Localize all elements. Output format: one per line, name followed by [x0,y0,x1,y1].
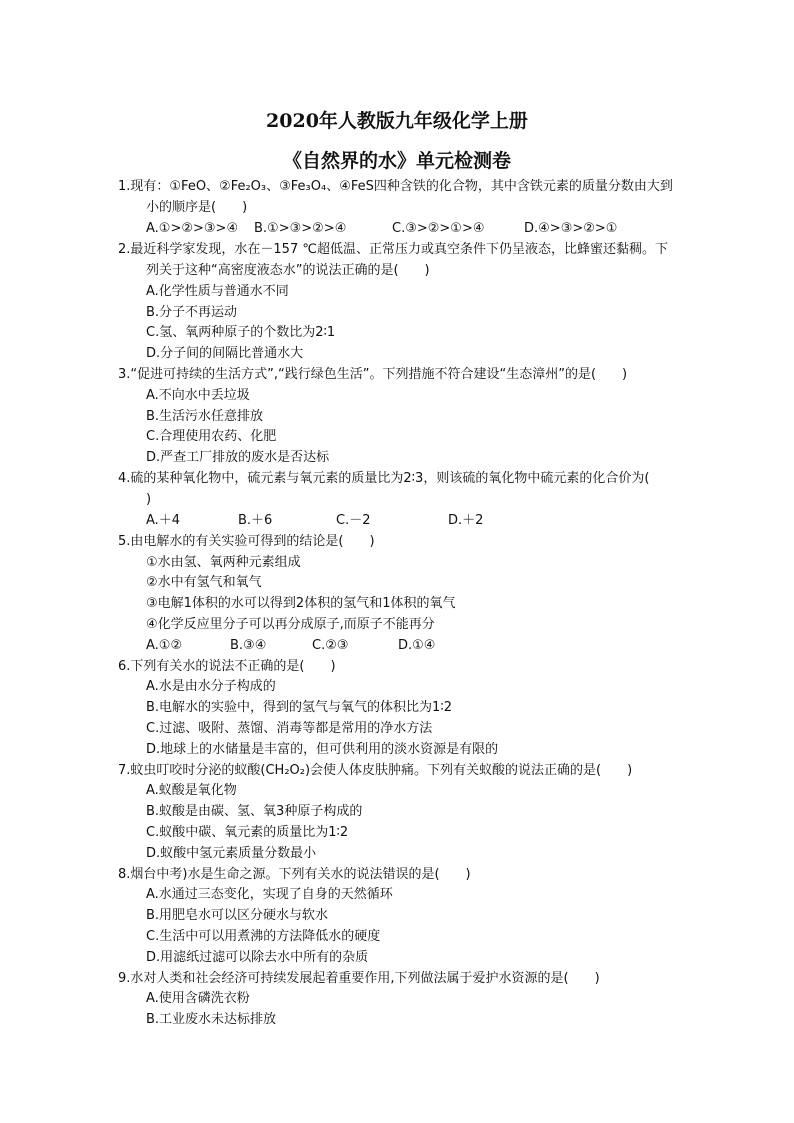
question-8-option-d[interactable]: D.用滤纸过滤可以除去水中所有的杂质 [146,950,369,965]
option-a[interactable]: A.①>②>③>④ [146,221,239,236]
question-1-stem-cont: 小的顺序是( ) [146,200,248,215]
option-d[interactable]: D.①④ [398,638,436,653]
option-a[interactable]: A.＋4 [146,513,181,528]
question-7-option-c[interactable]: C.蚁酸中碳、氧元素的质量比为1∶2 [146,825,349,840]
question-6-option-b[interactable]: B.电解水的实验中，得到的氢气与氧气的体积比为1∶2 [146,700,452,715]
question-7-option-a[interactable]: A.蚁酸是氧化物 [146,783,237,798]
question-6-option-a[interactable]: A.水是由水分子构成的 [146,679,276,694]
question-5-statement-4: ④化学反应里分子可以再分成原子,而原子不能再分 [146,617,435,632]
question-8-option-a[interactable]: A.水通过三态变化，实现了自身的天然循环 [146,887,393,902]
question-7-option-b[interactable]: B.蚁酸是由碳、氢、氧3种原子构成的 [146,804,363,819]
question-7-option-d[interactable]: D.蚁酸中氢元素质量分数最小 [146,846,317,861]
option-c[interactable]: C.③>②>①>④ [392,221,485,236]
question-6-option-c[interactable]: C.过滤、吸附、蒸馏、消毒等都是常用的净水方法 [146,721,433,736]
option-b[interactable]: B.①>③>②>④ [254,221,347,236]
question-4-stem: 4.硫的某种氧化物中，硫元素与氧元素的质量比为2∶3，则该硫的氧化物中硫元素的化合价为( [118,471,650,486]
question-9-option-b[interactable]: B.工业废水未达标排放 [146,1012,277,1027]
question-2-option-a[interactable]: A.化学性质与普通水不同 [146,284,289,299]
question-5-statement-2: ②水中有氢气和氧气 [146,575,262,590]
question-5-statement-3: ③电解1体积的水可以得到2体积的氢气和1体积的氧气 [146,596,456,611]
question-3-stem: 3.“促进可持续的生活方式”,“践行绿色生活”。下列措施不符合建设“生态漳州”的是( ) [118,367,628,382]
question-7-stem: 7.蚊虫叮咬时分泌的蚁酸(CH₂O₂)会使人体皮肤肿痛。下列有关蚁酸的说法正确的是( ) [118,763,633,778]
question-3-option-b[interactable]: B.生活污水任意排放 [146,409,264,424]
question-6-stem: 6.下列有关水的说法不正确的是( ) [118,659,336,674]
question-3-option-d[interactable]: D.严查工厂排放的废水是否达标 [146,450,330,465]
question-3-option-c[interactable]: C.合理使用农药、化肥 [146,429,277,444]
question-2-stem-cont: 列关于这种“高密度液态水”的说法正确的是( ) [146,263,430,278]
option-c[interactable]: C.－2 [336,513,371,528]
page-title: 2020年人教版九年级化学上册 [266,110,528,132]
option-b[interactable]: B.＋6 [238,513,273,528]
option-a[interactable]: A.①② [146,638,183,653]
question-8-option-c[interactable]: C.生活中可以用煮沸的方法降低水的硬度 [146,929,381,944]
question-9-option-a[interactable]: A.使用含磷洗衣粉 [146,991,250,1006]
question-8-stem: 8.烟台中考)水是生命之源。下列有关水的说法错误的是( ) [118,867,471,882]
option-d[interactable]: D.④>③>②>① [524,221,618,236]
question-6-option-d[interactable]: D.地球上的水储量是丰富的，但可供利用的淡水资源是有限的 [146,742,499,757]
question-4-stem-cont: ) [146,492,152,507]
question-5-statement-1: ①水由氢、氧两种元素组成 [146,555,301,570]
page-subtitle: 《自然界的水》单元检测卷 [282,150,511,172]
option-c[interactable]: C.②③ [312,638,349,653]
question-2-option-c[interactable]: C.氢、氧两种原子的个数比为2∶1 [146,325,336,340]
option-b[interactable]: B.③④ [230,638,267,653]
question-2-option-d[interactable]: D.分子间的间隔比普通水大 [146,346,304,361]
option-d[interactable]: D.＋2 [448,513,484,528]
question-9-stem: 9.水对人类和社会经济可持续发展起着重要作用,下列做法属于爱护水资源的是( ) [118,971,600,986]
question-1-stem: 1.现有：①FeO、②Fe₂O₃、③Fe₃O₄、④FeS四种含铁的化合物，其中含铁元素的质量分数由大到 [118,179,673,194]
question-2-option-b[interactable]: B.分子不再运动 [146,305,238,320]
question-3-option-a[interactable]: A.不向水中丢垃圾 [146,388,250,403]
question-5-stem: 5.由电解水的有关实验可得到的结论是( ) [118,534,375,549]
question-8-option-b[interactable]: B.用肥皂水可以区分硬水与软水 [146,908,329,923]
question-2-stem: 2.最近科学家发现，水在－157 ℃超低温、正常压力或真空条件下仍呈液态，比蜂蜜还黏稠。下 [118,242,668,257]
